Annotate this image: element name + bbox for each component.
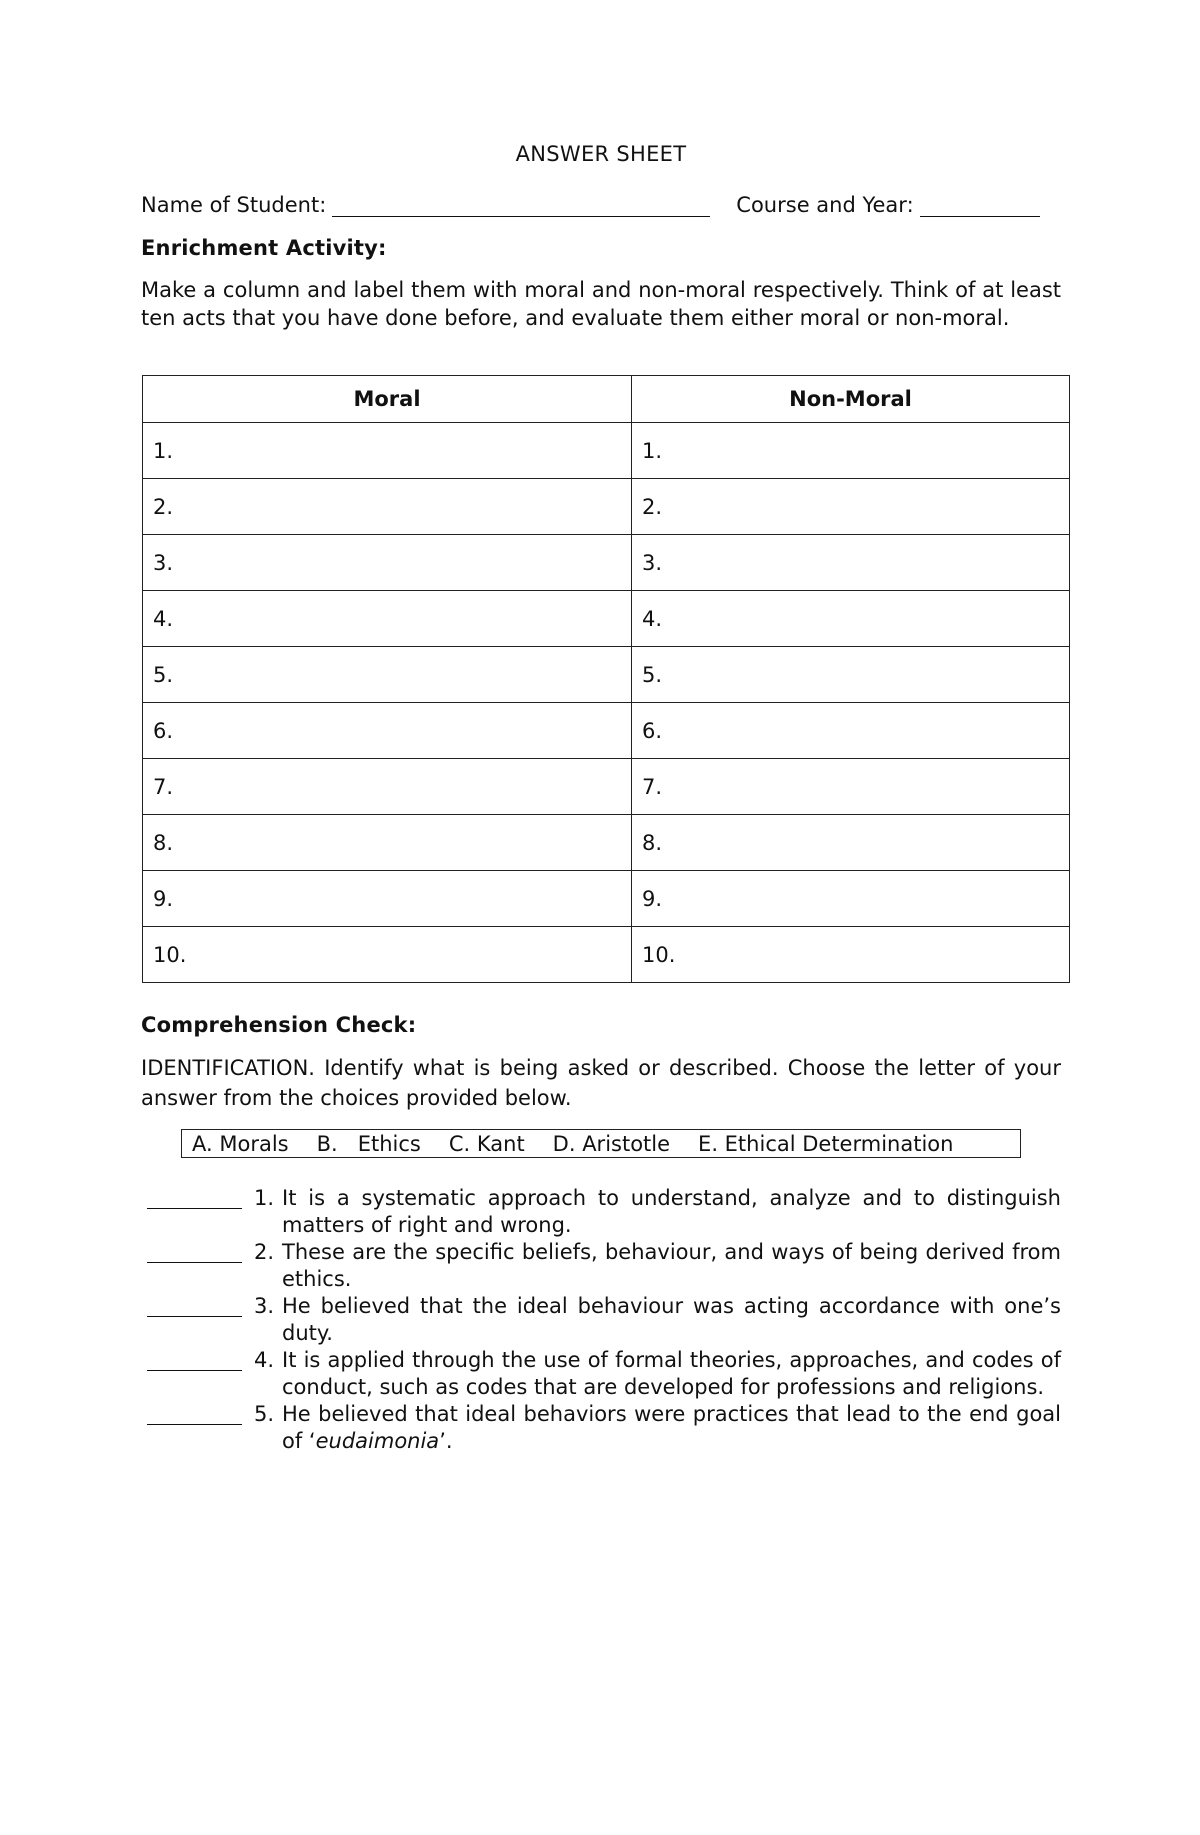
item-text: These are the specific beliefs, behaviour, and ways of being derived from ethics. [282, 1240, 1061, 1291]
item-number: 5. [253, 1402, 274, 1426]
item-number: 2. [253, 1240, 274, 1264]
table-row [143, 815, 1070, 871]
non-moral-cell[interactable]: 6. [632, 703, 1070, 759]
student-info-row [141, 193, 1061, 217]
table-row [143, 927, 1070, 983]
course-year-label: Course and Year: [736, 193, 914, 217]
non-moral-cell[interactable]: 5. [632, 647, 1070, 703]
choice-d: D. Aristotle [552, 1131, 671, 1156]
moral-cell[interactable]: 4. [143, 591, 632, 647]
course-year-blank[interactable] [920, 194, 1040, 217]
list-item [141, 1347, 1061, 1401]
non-moral-cell[interactable]: 4. [632, 591, 1070, 647]
moral-cell[interactable]: 1. [143, 423, 632, 479]
choice-b: B. Ethics [316, 1131, 421, 1156]
table-row [143, 703, 1070, 759]
table-row [143, 871, 1070, 927]
list-item [141, 1185, 1061, 1239]
item-text: He believed that the ideal behaviour was acting accordance with one’s duty. [282, 1294, 1061, 1345]
list-item [141, 1293, 1061, 1347]
item-text: It is a systematic approach to understand, analyze and to distinguish matters of right and wrong. [282, 1186, 1061, 1237]
non-moral-column-header: Non-Moral [632, 376, 1070, 423]
non-moral-cell[interactable]: 1. [632, 423, 1070, 479]
enrichment-instructions: Make a column and label them with moral and non-moral respectively. Think of at least ten acts that you have done before, and evaluate them either moral or non-moral. [141, 278, 1061, 330]
item-number: 3. [253, 1294, 274, 1318]
moral-cell[interactable]: 8. [143, 815, 632, 871]
item-text-before: He believed that ideal behaviors were practices that lead to the end goal of ‘ [282, 1402, 1061, 1453]
non-moral-cell[interactable]: 10. [632, 927, 1070, 983]
choices-box [181, 1129, 1021, 1158]
item-text [282, 1401, 1061, 1455]
moral-cell[interactable]: 6. [143, 703, 632, 759]
answer-blank[interactable] [147, 1316, 242, 1317]
non-moral-cell[interactable]: 8. [632, 815, 1070, 871]
item-number: 1. [253, 1186, 274, 1210]
moral-cell[interactable]: 3. [143, 535, 632, 591]
non-moral-cell[interactable]: 9. [632, 871, 1070, 927]
item-text: It is applied through the use of formal theories, approaches, and codes of conduct, such as codes that are developed for professions and religions. [282, 1348, 1061, 1399]
moral-cell[interactable]: 2. [143, 479, 632, 535]
identification-instructions: IDENTIFICATION. Identify what is being asked or described. Choose the letter of your answer from the choices provided below. [141, 1056, 1061, 1110]
answer-blank[interactable] [147, 1262, 242, 1263]
table-row [143, 535, 1070, 591]
list-item [141, 1239, 1061, 1293]
item-number: 4. [253, 1348, 274, 1372]
answer-blank[interactable] [147, 1370, 242, 1371]
answer-blank[interactable] [147, 1208, 242, 1209]
student-name-label: Name of Student: [141, 193, 327, 217]
list-item [141, 1401, 1061, 1455]
moral-column-header: Moral [143, 376, 632, 423]
table-row [143, 591, 1070, 647]
non-moral-cell[interactable]: 2. [632, 479, 1070, 535]
non-moral-cell[interactable]: 7. [632, 759, 1070, 815]
moral-cell[interactable]: 5. [143, 647, 632, 703]
answer-blank[interactable] [147, 1424, 242, 1425]
choice-a: A. Morals [192, 1131, 289, 1156]
choice-e: E. Ethical Determination [698, 1131, 954, 1156]
table-row [143, 647, 1070, 703]
item-text-emphasis: eudaimonia [315, 1429, 440, 1453]
item-text-after: ’. [439, 1429, 453, 1453]
table-header-row [143, 376, 1070, 423]
moral-cell[interactable]: 10. [143, 927, 632, 983]
choice-c: C. Kant [448, 1131, 525, 1156]
moral-cell[interactable]: 7. [143, 759, 632, 815]
table-row [143, 479, 1070, 535]
non-moral-cell[interactable]: 3. [632, 535, 1070, 591]
moral-cell[interactable]: 9. [143, 871, 632, 927]
page-title: ANSWER SHEET [515, 142, 687, 166]
comprehension-heading: Comprehension Check: [141, 1013, 417, 1037]
student-name-blank[interactable] [332, 194, 710, 217]
identification-items [141, 1185, 1061, 1455]
moral-nonmoral-table [142, 375, 1070, 983]
table-row [143, 759, 1070, 815]
enrichment-heading: Enrichment Activity: [141, 236, 387, 260]
table-row [143, 423, 1070, 479]
